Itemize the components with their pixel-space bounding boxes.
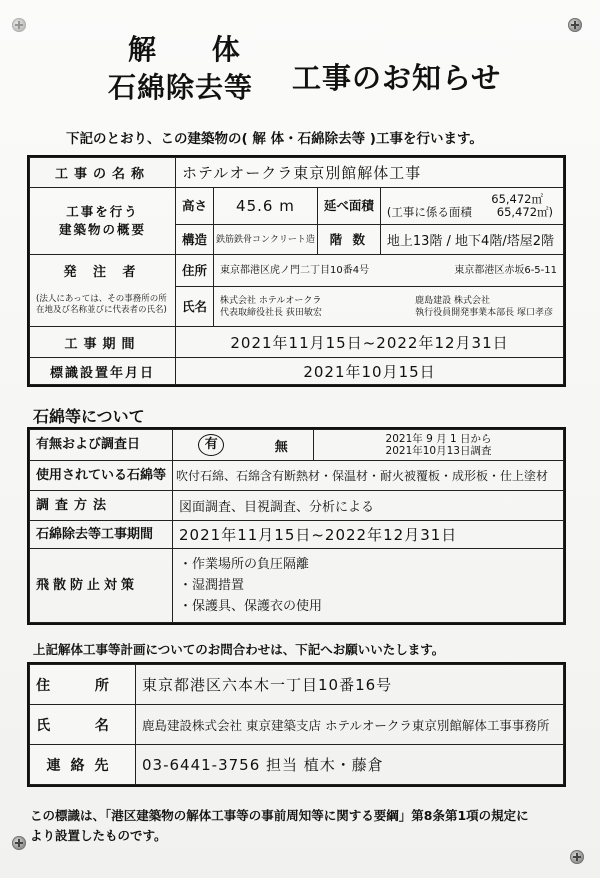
intro-text: 下記のとおり、この建築物の( 解 体・石綿除去等 )工事を行います。	[66, 131, 483, 147]
asbestos-table	[29, 429, 564, 623]
contact-address-label: 住 所	[30, 665, 136, 705]
period-label: 工事期間	[30, 327, 176, 358]
footer-line1: この標識は、「港区建築物の解体工事等の事前周知等に関する要綱」第8条第1項の規定に	[30, 808, 529, 823]
client-address-2: 東京都港区赤坂6-5-11	[454, 265, 557, 276]
client-1-company: 株式会社 ホテルオークラ	[220, 295, 322, 306]
removal-period-label: 石綿除去等工事期間	[30, 521, 173, 549]
prevention-item: ・作業場所の負圧隔離	[179, 557, 310, 572]
heading-line1: 解 体	[128, 33, 241, 66]
contact-name-value: 鹿島建設株式会社 東京建築支店 ホテルオークラ東京別館解体工事事務所	[136, 705, 564, 745]
contact-address-value: 東京都港区六本木一丁目10番16号	[136, 665, 564, 705]
client-2-company: 鹿島建設 株式会社	[415, 295, 490, 306]
contact-table	[29, 664, 564, 785]
asbestos-section-title: 石綿等について	[33, 407, 145, 426]
floor-area-value: 65,472㎡	[491, 192, 543, 206]
contact-note: 上記解体工事等計画についてのお問合わせは、下記へお願いいたします。	[33, 642, 445, 657]
construction-table	[29, 157, 564, 385]
used-label: 使用されている石綿等	[30, 461, 173, 491]
footer-line2: より設置したものです。	[30, 828, 167, 843]
floors-value: 地上13階 / 地下4階/塔屋2階	[380, 225, 563, 255]
screw-icon	[12, 836, 26, 850]
survey-from: 2021年 9 月 1 日から	[385, 433, 492, 445]
contact-phone-value: 03-6441-3756 担当 植木・藤倉	[136, 745, 564, 785]
sign-date-label: 標識設置年月日	[30, 358, 176, 385]
sign-date-value: 2021年10月15日	[176, 358, 564, 385]
height-label: 高さ	[176, 188, 214, 225]
client-2	[415, 295, 557, 319]
floor-area-label: 延べ面積	[317, 188, 380, 225]
floors-label: 階 数	[317, 225, 380, 255]
client-note: (法人にあっては、その事務所の所在地及び名称並びに代表者の氏名)	[36, 294, 167, 315]
work-area-value: 65,472㎡)	[496, 205, 553, 219]
structure-value: 鉄筋鉄骨コンクリート造	[214, 225, 318, 255]
prevention-label: 飛散防止対策	[30, 549, 173, 623]
survey-cell	[173, 430, 564, 461]
prevention-item: ・湿潤措置	[179, 578, 245, 593]
screw-icon	[570, 850, 584, 864]
screw-icon	[12, 18, 26, 32]
client-label: 発 注 者	[63, 265, 142, 280]
client-address-1: 東京都港区虎ノ門二丁目10番4号	[220, 265, 370, 276]
client-2-person: 執行役員開発事業本部長 塚口孝彦	[415, 307, 553, 318]
method-label: 調査方法	[30, 491, 173, 521]
height-value: 45.6 m	[214, 188, 318, 225]
method-value: 図面調査、目視調査、分析による	[173, 491, 564, 521]
heading-line2: 石綿除去等	[108, 71, 254, 104]
construction-name-value: ホテルオークラ東京別館解体工事	[176, 158, 564, 188]
client-label-cell	[30, 255, 176, 327]
client-name-label: 氏名	[176, 287, 214, 327]
screw-icon	[568, 18, 582, 32]
heading-right: 工事のお知らせ	[292, 61, 502, 95]
construction-name-label: 工事の名称	[30, 158, 176, 188]
used-value: 吹付石綿、石綿含有断熱材・保温材・耐火被覆板・成形板・仕上塗材	[173, 461, 564, 491]
client-1-person: 代表取締役社長 荻田敏宏	[220, 307, 322, 318]
survey-label: 有無および調査日	[30, 430, 173, 461]
survey-to: 2021年10月13日調査	[385, 445, 492, 457]
client-address-label: 住所	[176, 255, 214, 287]
contact-name-label: 氏 名	[30, 705, 136, 745]
work-area-label: (工事に係る面積	[386, 205, 472, 219]
client-1	[220, 295, 322, 319]
floor-area-cell	[380, 188, 563, 225]
client-address-cell	[214, 255, 564, 287]
prevention-list	[173, 549, 564, 623]
removal-period-value: 2021年11月15日~2022年12月31日	[173, 521, 564, 549]
presence-yes: 有	[198, 434, 224, 456]
presence-no: 無	[274, 439, 288, 455]
contact-phone-label: 連絡先	[30, 745, 136, 785]
period-value: 2021年11月15日~2022年12月31日	[176, 327, 564, 358]
prevention-item: ・保護具、保護衣の使用	[179, 599, 323, 614]
building-label: 工事を行う 建築物の概要	[30, 188, 176, 255]
client-name-cell	[214, 287, 564, 327]
structure-label: 構造	[176, 225, 214, 255]
